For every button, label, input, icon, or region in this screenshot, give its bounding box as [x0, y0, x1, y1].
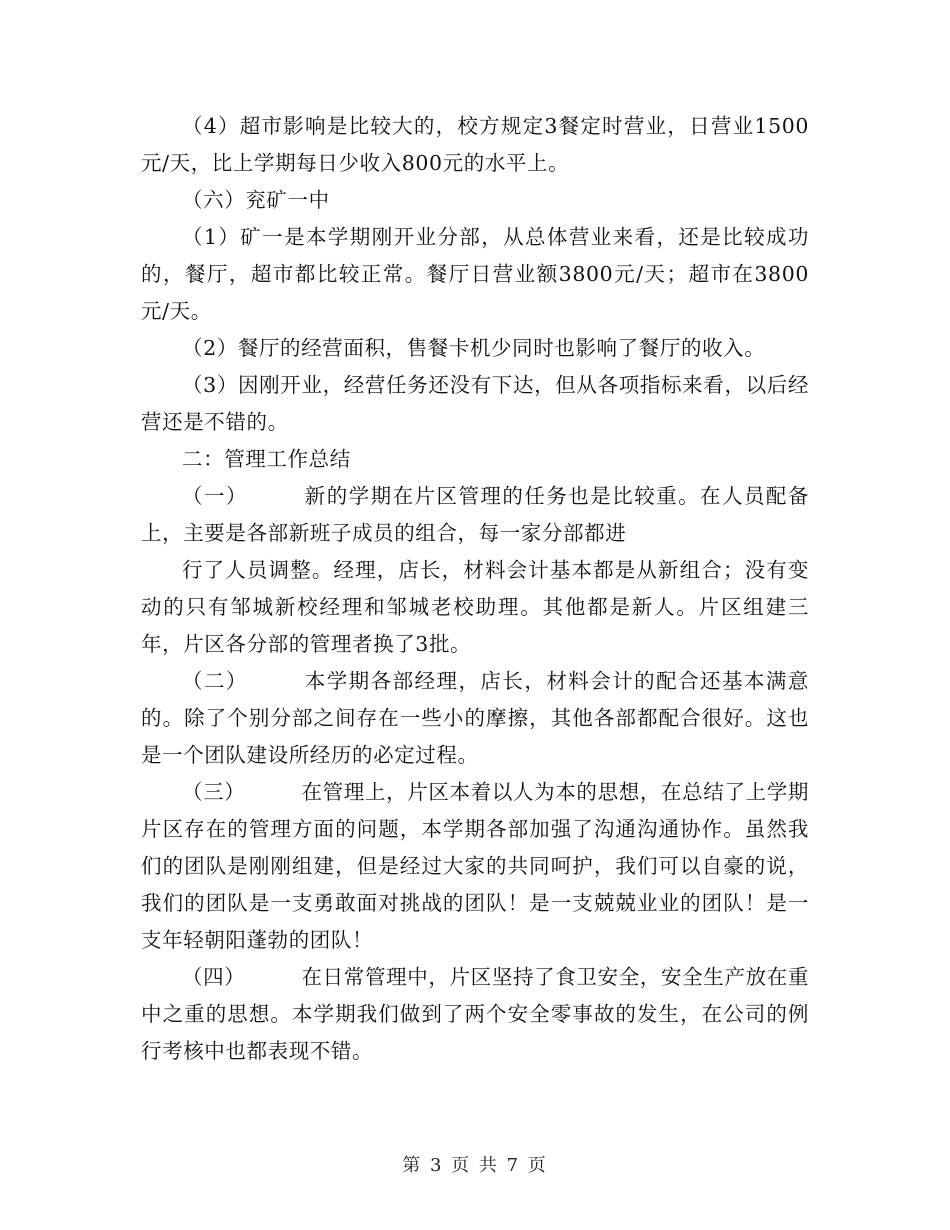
- section-heading: （六）兖矿一中: [182, 188, 330, 212]
- item-text: 在管理上，片区本着以人为本的思想，在总结了上学期片区存在的管理方面的问题，本学期各部加强了沟通沟通协作。虽然我们的团队是刚刚组建，但是经过大家的共同呵护，我们可以自豪的说，我们的团队是一支勇敢面对挑战的团队！是一支兢兢业业的团队！是一支年轻朝阳蓬勃的团队！: [141, 780, 809, 952]
- document-body: [141, 108, 809, 1070]
- item-text: 新的学期在片区管理的任务也是比较重。在人员配备上，主要是各部新班子成员的组合，每一家分部都进: [141, 484, 809, 545]
- paragraph: （4）超市影响是比较大的，校方规定3餐定时营业，日营业1500元/天，比上学期每日少收入800元的水平上。: [141, 114, 809, 175]
- item-text: 在日常管理中，片区坚持了食卫安全，安全生产放在重中之重的思想。本学期我们做到了两个安全零事故的发生，在公司的例行考核中也都表现不错。: [141, 965, 809, 1063]
- item-label: （一）: [182, 484, 248, 508]
- paragraph: 行了人员调整。经理，店长，材料会计基本都是从新组合；没有变动的只有邹城新校经理和邹城老校助理。其他都是新人。片区组建三年，片区各分部的管理者换了3批。: [141, 558, 809, 656]
- paragraph: （1）矿一是本学期刚开业分部，从总体营业来看，还是比较成功的，餐厅，超市都比较正常。餐厅日营业额3800元/天；超市在3800元/天。: [141, 225, 809, 323]
- paragraph: （2）餐厅的经营面积，售餐卡机少同时也影响了餐厅的收入。: [182, 336, 766, 360]
- item-text: 本学期各部经理，店长，材料会计的配合还基本满意的。除了个别分部之间存在一些小的摩擦，其他各部都配合很好。这也是一个团队建设所经历的必定过程。: [141, 669, 809, 767]
- paragraph: [141, 663, 809, 774]
- page-footer: 第 3 页 共 7 页: [402, 1155, 548, 1176]
- section-heading: 二：管理工作总结: [182, 447, 351, 471]
- item-label: （二）: [182, 669, 248, 693]
- paragraph: [141, 959, 809, 1070]
- item-label: （四）: [182, 965, 246, 989]
- paragraph: （3）因刚开业，经营任务还没有下达，但从各项指标来看，以后经营还是不错的。: [141, 373, 809, 434]
- item-label: （三）: [182, 780, 246, 804]
- paragraph: [141, 478, 809, 552]
- paragraph: [141, 774, 809, 959]
